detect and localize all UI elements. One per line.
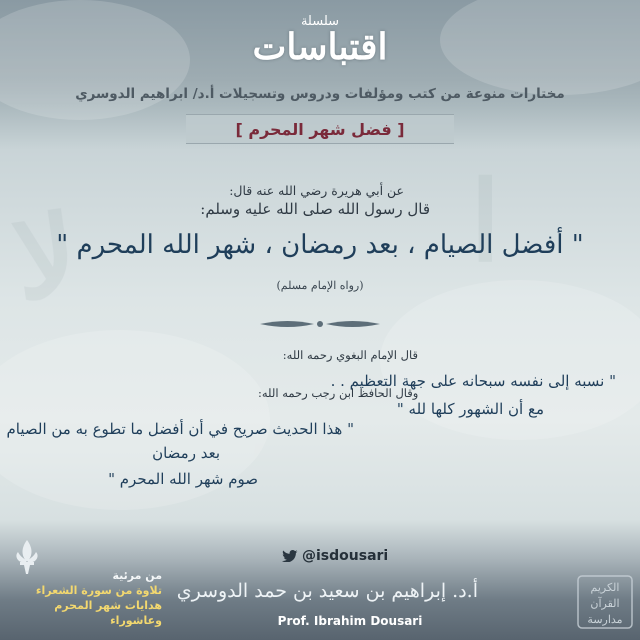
links-heading: من مرئية [112, 569, 162, 582]
author-name-arabic: أ.د. إبراهيم بن سعيد بن حمد الدوسري [176, 580, 478, 602]
ibn-rajab-quote-line1: " هذا الحديث صريح في أن أفضل ما تطوع به من الصيام [6, 420, 354, 438]
topic-title: [ فضل شهر المحرم ] [186, 114, 454, 144]
svg-text:ﻻ: ﻻ [5, 189, 86, 326]
hadith-narrator: عن أبي هريرة رضي الله عنه قال: [229, 183, 404, 198]
hadith-intro: قال رسول الله صلى الله عليه وسلم: [200, 200, 430, 218]
video-links [12, 568, 162, 628]
hadith-text: " أفضل الصيام ، بعد رمضان ، شهر الله المحرم " [56, 230, 584, 260]
quran-seal-logo [576, 574, 634, 630]
series-label: سلسلة [300, 14, 340, 29]
ibn-rajab-heading: وقال الحافظ ابن رجب رحمه الله: [258, 386, 419, 400]
author-name-english: Prof. Ibrahim Dousari [277, 614, 423, 628]
series-subtitle: مختارات منوعة من كتب ومؤلفات ودروس وتسجيلات أ.د/ ابراهيم الدوسري [75, 86, 565, 102]
svg-text:القرآن: القرآن [590, 597, 620, 610]
ibn-rajab-quote-line3: صوم شهر الله المحرم " [108, 470, 258, 488]
baghawi-heading: قال الإمام البغوي رحمه الله: [282, 348, 418, 362]
series-title: اقتباسات [252, 26, 388, 68]
svg-text:مدارسة: مدارسة [587, 613, 623, 626]
twitter-bird-icon [282, 550, 298, 562]
svg-text:ﺍ: ﺍ [470, 157, 501, 286]
twitter-handle[interactable] [282, 548, 388, 564]
header [0, 0, 640, 112]
link-item[interactable]: تلاوة من سورة الشعراء [35, 584, 162, 597]
baghawi-quote-line1: " نسبه إلى نفسه سبحانه على جهة التعظيم . . [330, 372, 616, 390]
baghawi-quote-line2: مع أن الشهور كلها لله " [396, 400, 544, 418]
svg-text:الكريم: الكريم [590, 581, 620, 594]
twitter-handle-text: @isdousari [302, 548, 389, 564]
hadith-source: (رواه الإمام مسلم) [276, 279, 364, 292]
link-item[interactable]: هدايات شهر المحرم وعاشوراء [54, 599, 162, 627]
ibn-rajab-quote-line2: بعد رمضان [152, 444, 220, 462]
ornament-divider [258, 316, 382, 332]
